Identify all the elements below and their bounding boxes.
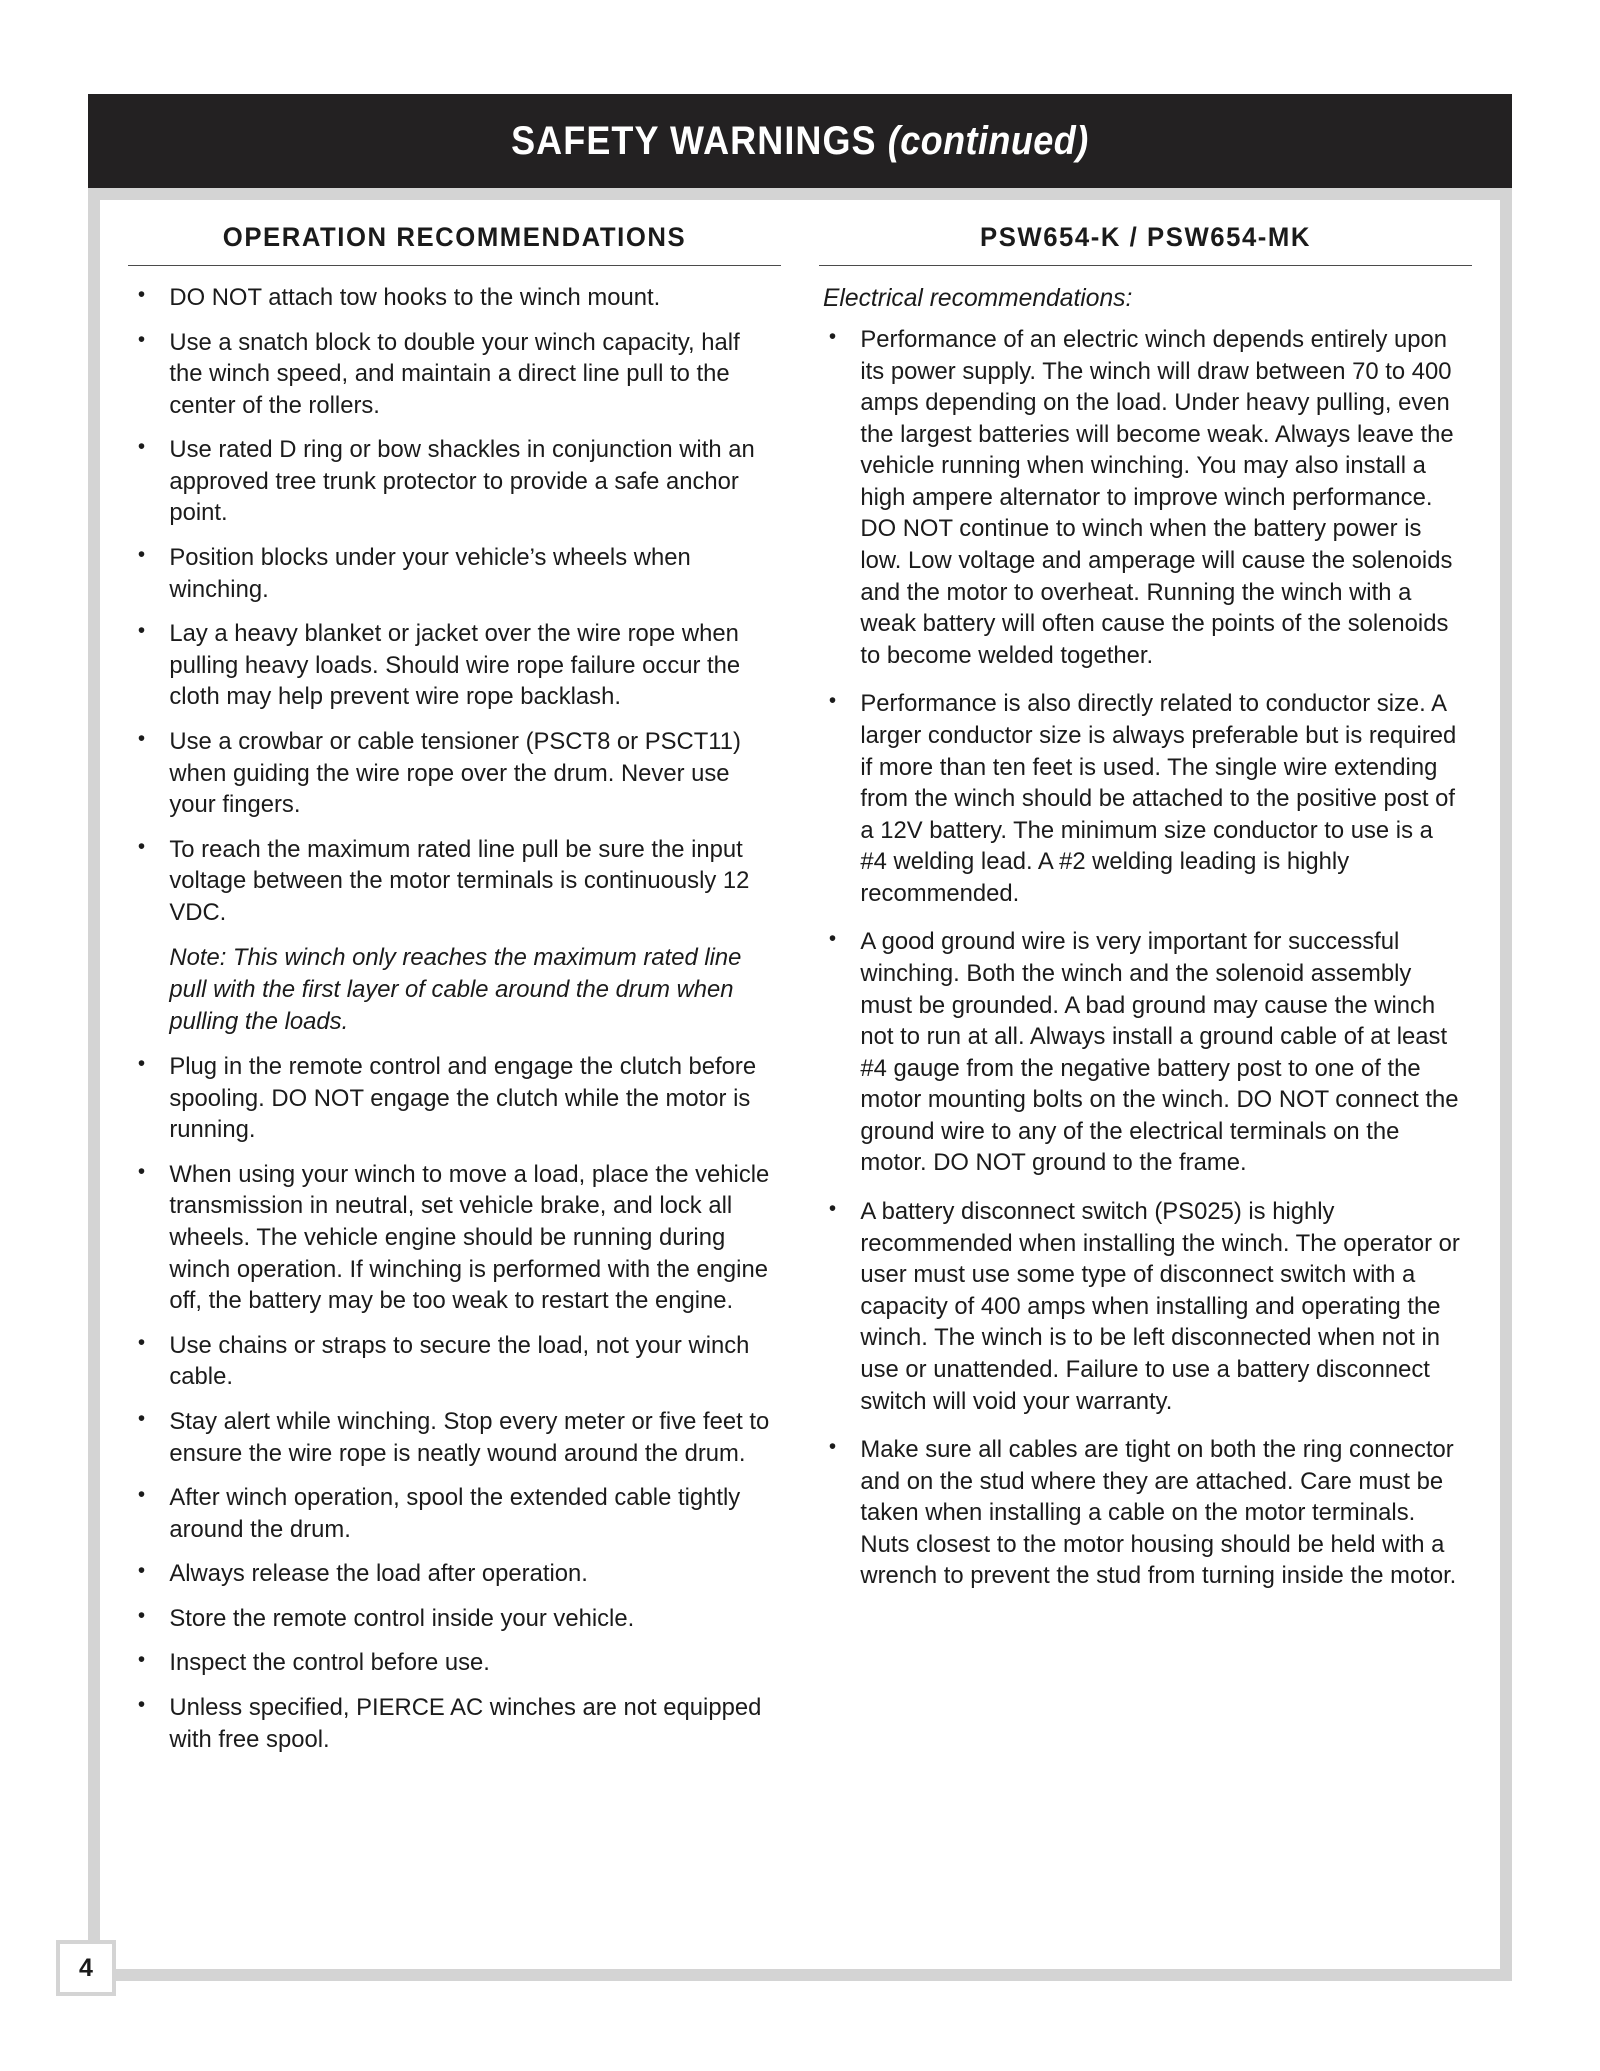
page-number-badge [56,1940,116,1996]
list-item: • Use a crowbar or cable tensioner (PSCT8 or PSCT11) when guiding the wire rope over the drum. Never use your fingers. [128,726,771,821]
list-item: • Inspect the control before use. [128,1647,771,1679]
list-item: • When using your winch to move a load, place the vehicle transmission in neutral, set vehicle brake, and lock all wheels. The vehicle engine should be running during winch operation. If winching is performed with the engine off, the battery may be too weak to restart the engine. [128,1159,771,1317]
list-item: • Use rated D ring or bow shackles in conjunction with an approved tree trunk protector to provide a safe anchor point. [128,434,771,529]
page-number-value: 4 [79,1953,93,1982]
page-title-continued: (continued) [887,118,1089,163]
list-item: • Performance is also directly related to conductor size. A larger conductor size is always preferable but is required if more than ten feet is used. The single wire extending from the winch should be attached to the positive post of a 12V battery. The minimum size conductor to use is a #4 welding lead. A #2 welding leading is highly recommended. [819,688,1462,909]
two-column-layout [128,222,1472,1768]
content-frame [88,188,1512,1981]
content-inner [100,200,1500,1969]
list-item: • A battery disconnect switch (PS025) is highly recommended when installing the winch. The operator or user must use some type of disconnect switch with a capacity of 400 amps when installing and operating the winch. The winch is to be left disconnected when not in use or unattended. Failure to use a battery disconnect switch will void your warranty. [819,1196,1462,1417]
column-operation-recommendations [128,222,781,1768]
list-item: • Make sure all cables are tight on both the ring connector and on the stud where they are attached. Care must be taken when installing a cable on the motor terminals. Nuts closest to the motor housing should be held with a wrench to prevent the stud from turning inside the motor. [819,1434,1462,1592]
heading-rule-right [819,265,1472,266]
column-psw654 [819,222,1472,1609]
heading-rule-left [128,265,781,266]
list-item: • Lay a heavy blanket or jacket over the wire rope when pulling heavy loads. Should wire rope failure occur the cloth may help prevent wire rope backlash. [128,618,771,713]
list-item: • Plug in the remote control and engage the clutch before spooling. DO NOT engage the clutch while the motor is running. [128,1051,771,1146]
page-title [511,119,1089,164]
list-item: • Store the remote control inside your vehicle. [128,1603,771,1635]
page-title-main: SAFETY WARNINGS [511,118,877,163]
list-item: • To reach the maximum rated line pull be sure the input voltage between the motor terminals is continuously 12 VDC. [128,834,771,929]
right-column-list [819,324,1472,1592]
list-item: • Use a snatch block to double your winch capacity, half the winch speed, and maintain a direct line pull to the center of the rollers. [128,327,771,422]
list-item: • Always release the load after operation. [128,1558,771,1590]
section-banner [88,94,1512,188]
left-column-list [128,282,781,1755]
list-item: • Performance of an electric winch depends entirely upon its power supply. The winch will draw between 70 to 400 amps depending on the load. Under heavy pulling, even the largest batteries will become weak. Always leave the vehicle running when winching. You may also install a high ampere alternator to improve winch performance. DO NOT continue to winch when the battery power is low. Low voltage and amperage will cause the solenoids and the motor to overheat. Running the winch with a weak battery will often cause the points of the solenoids to become welded together. [819,324,1462,671]
list-item: • Use chains or straps to secure the load, not your winch cable. [128,1330,771,1393]
column-heading-right: PSW654-K / PSW654-MK [979,222,1312,252]
list-item: • DO NOT attach tow hooks to the winch mount. [128,282,771,314]
note-paragraph: Note: This winch only reaches the maximum rated line pull with the first layer of cable around the drum when pulling the loads. [169,944,742,1035]
list-item: • Position blocks under your vehicle’s wheels when winching. [128,542,771,605]
subheading-electrical-recommendations: Electrical recommendations: [823,284,1133,312]
list-item: • A good ground wire is very important for successful winching. Both the winch and the solenoid assembly must be grounded. A bad ground may cause the winch not to run at all. Always install a ground cable of at least #4 gauge from the negative battery post to one of the motor mounting bolts on the winch. DO NOT connect the ground wire to any of the electrical terminals on the motor. DO NOT ground to the frame. [819,926,1462,1179]
column-heading-left: OPERATION RECOMMENDATIONS [222,222,687,252]
list-item: • After winch operation, spool the extended cable tightly around the drum. [128,1482,771,1545]
list-item: • Unless specified, PIERCE AC winches are not equipped with free spool. [128,1692,771,1755]
list-item: • Stay alert while winching. Stop every meter or five feet to ensure the wire rope is neatly wound around the drum. [128,1406,771,1469]
